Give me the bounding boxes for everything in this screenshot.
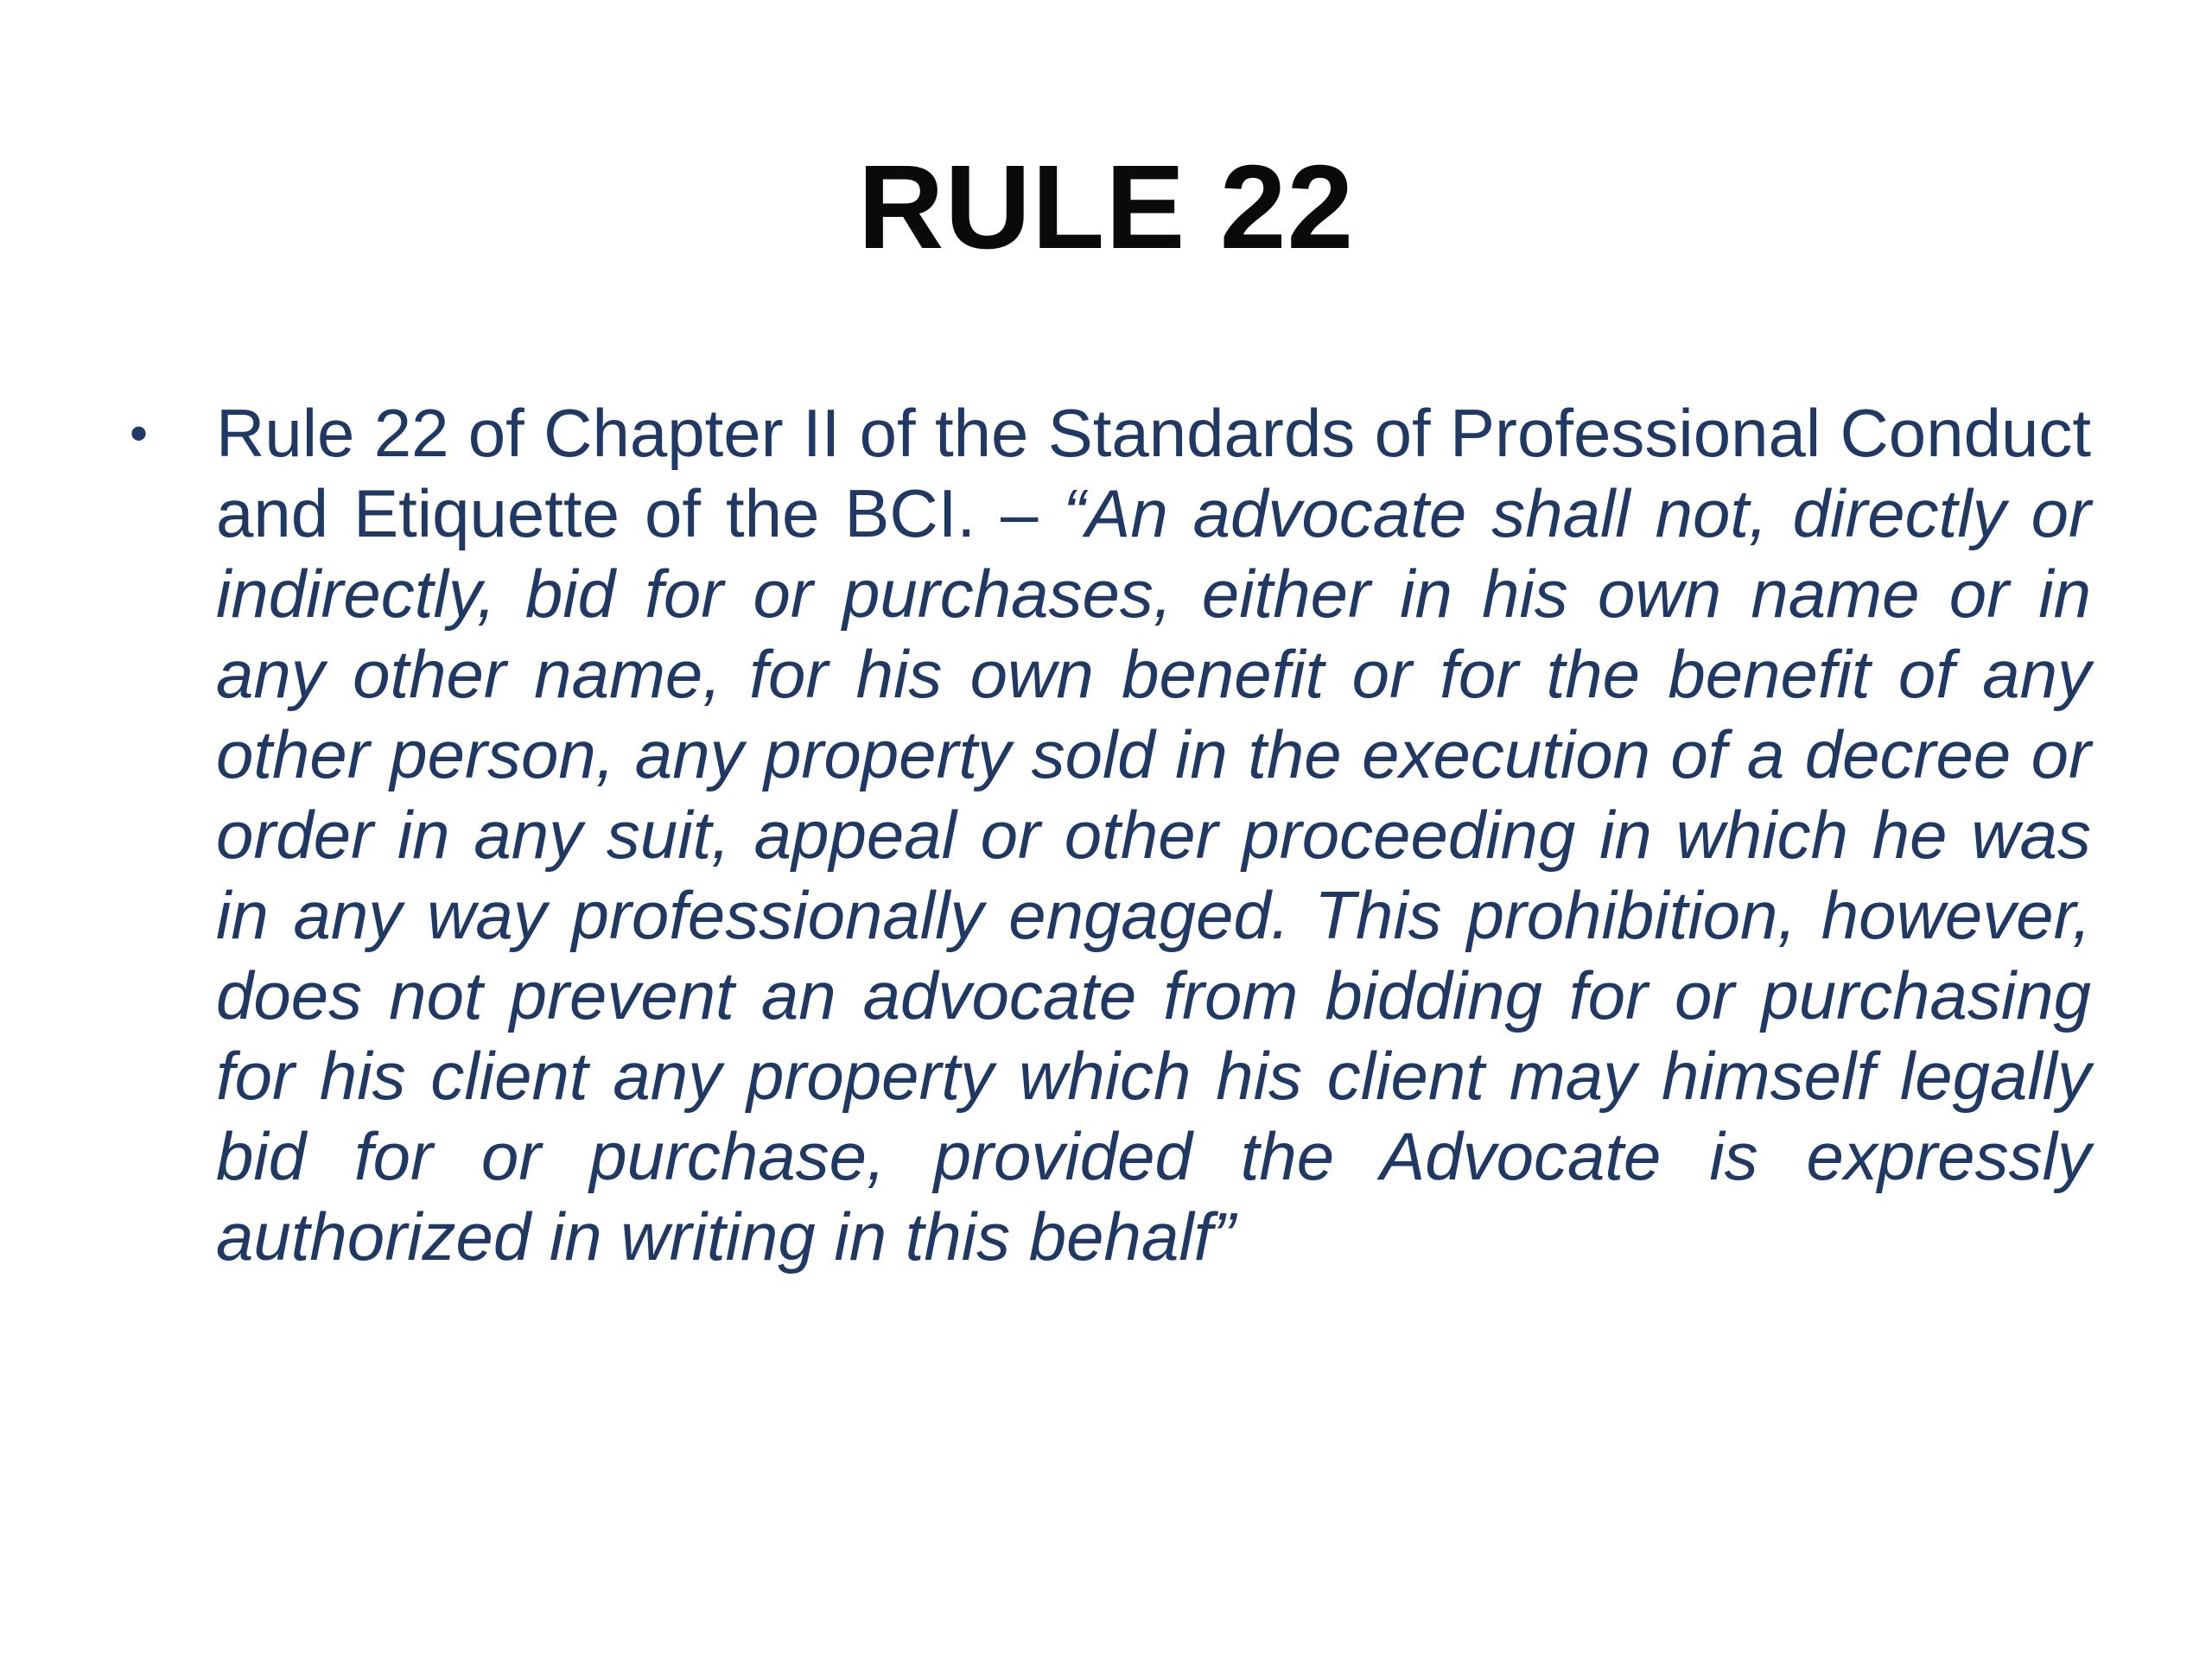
bullet-list bbox=[130, 393, 2091, 1277]
slide-title: RULE 22 bbox=[857, 141, 1355, 274]
bullet-lead-text: Rule 22 of Chapter II of the Standards of Professional Conduct and Etiquette of the BCI. – bbox=[216, 395, 2091, 551]
bullet-item bbox=[130, 393, 2091, 1277]
bullet-marker: • bbox=[130, 404, 149, 462]
bullet-quote-text: “An advocate shall not, directly or indirectly, bid for or purchases, either in his own name or in any other name, for his own benefit or for the benefit of any other person, any property sold in the execution of a decree or order in any suit, appeal or other proceeding in which he was in any way professionally engaged. This prohibition, however, does not prevent an advocate from bidding for or purchasing for his client any property which his client may himself legally bid for or purchase, provided the Advocate is expressly authorized in writing in this behalf” bbox=[216, 475, 2091, 1274]
